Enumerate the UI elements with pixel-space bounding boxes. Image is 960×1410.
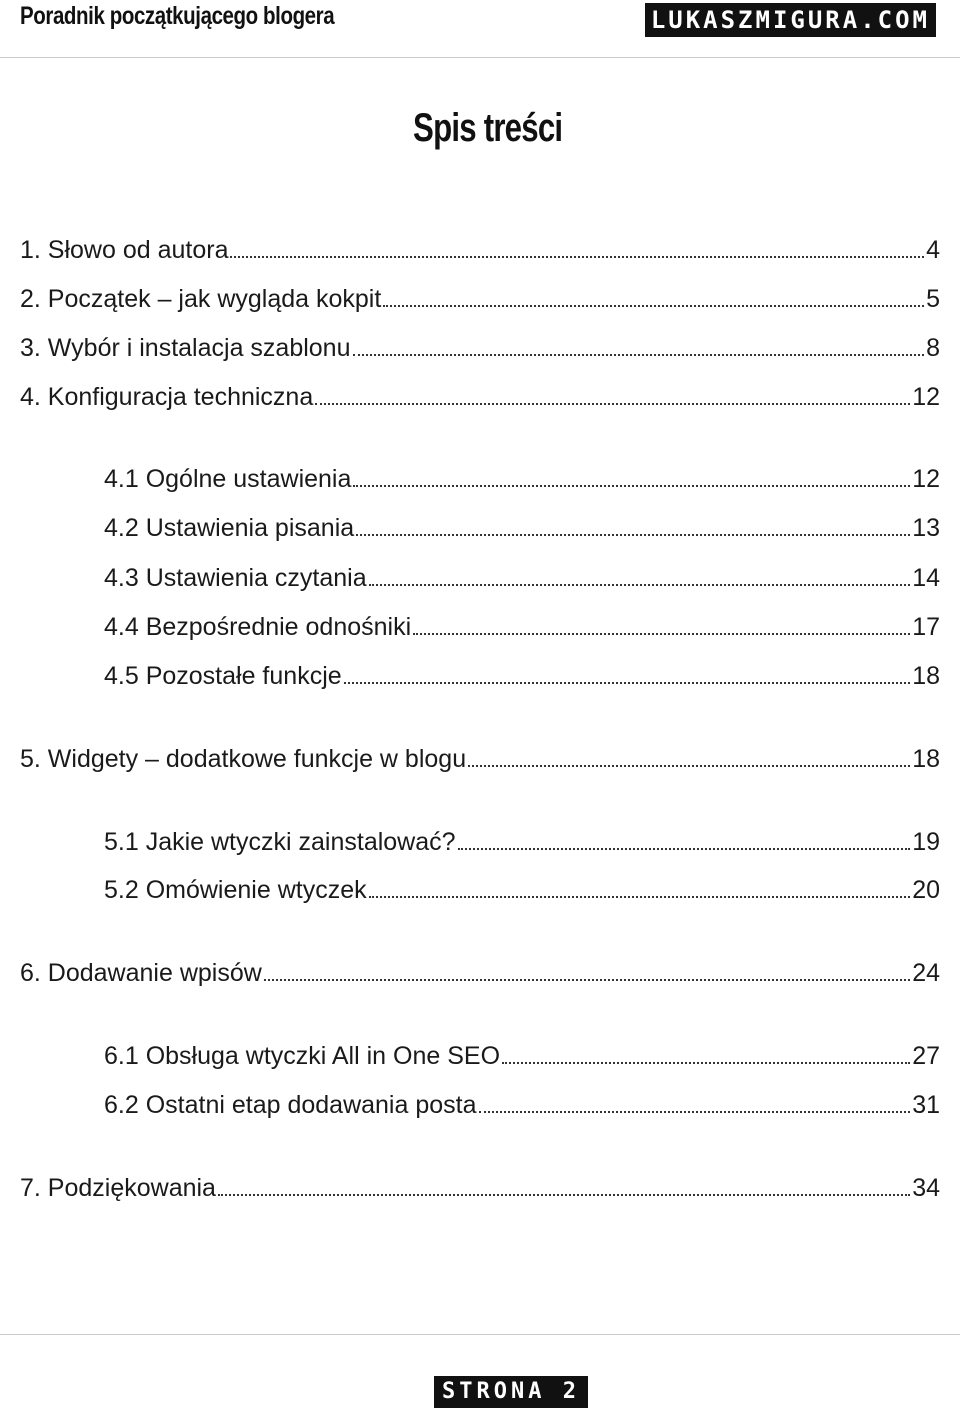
toc-item-page: 5 xyxy=(926,285,940,313)
toc-leader-dots xyxy=(344,681,911,684)
toc-item-page: 19 xyxy=(912,828,940,856)
toc-leader-dots xyxy=(353,484,910,487)
toc-subitem[interactable] xyxy=(104,463,940,495)
toc-item-page: 18 xyxy=(912,662,940,690)
toc-item-label: 1. Słowo od autora xyxy=(20,236,229,264)
toc-leader-dots xyxy=(383,304,924,307)
toc-leader-dots xyxy=(468,764,910,767)
document-title: Poradnik początkującego blogera xyxy=(20,2,335,30)
toc-item[interactable] xyxy=(20,1172,940,1204)
toc-item-label: 6.1 Obsługa wtyczki All in One SEO xyxy=(104,1042,501,1070)
toc-item-label: 5.1 Jakie wtyczki zainstalować? xyxy=(104,828,456,856)
toc-item-label: 5. Widgety – dodatkowe funkcje w blogu xyxy=(20,745,467,773)
toc-item-page: 20 xyxy=(912,876,940,904)
toc-leader-dots xyxy=(218,1193,910,1196)
toc-subitem[interactable] xyxy=(104,1089,940,1121)
toc-item-page: 12 xyxy=(912,383,940,411)
toc-leader-dots xyxy=(458,847,911,850)
toc-item-label: 4.2 Ustawienia pisania xyxy=(104,514,355,542)
toc-leader-dots xyxy=(264,978,910,981)
toc-item-label: 4.4 Bezpośrednie odnośniki xyxy=(104,613,412,641)
toc-item[interactable] xyxy=(20,743,940,775)
toc-subitem[interactable] xyxy=(104,611,940,643)
toc-item-page: 4 xyxy=(926,236,940,264)
toc-item-label: 4. Konfiguracja techniczna xyxy=(20,383,314,411)
toc-leader-dots xyxy=(479,1110,911,1113)
brand-logo[interactable]: LUKASZMIGURA.COM xyxy=(645,3,936,37)
toc-item-label: 4.5 Pozostałe funkcje xyxy=(104,662,342,690)
toc-leader-dots xyxy=(369,583,911,586)
toc-item-label: 4.1 Ogólne ustawienia xyxy=(104,465,352,493)
toc-item[interactable] xyxy=(20,957,940,989)
toc-item-page: 13 xyxy=(912,514,940,542)
toc-subitem[interactable] xyxy=(104,874,940,906)
toc-item-page: 27 xyxy=(912,1042,940,1070)
toc-item-label: 2. Początek – jak wygląda kokpit xyxy=(20,285,382,313)
toc-item-page: 8 xyxy=(926,334,940,362)
toc-subitem[interactable] xyxy=(104,660,940,692)
toc-item[interactable] xyxy=(20,332,940,364)
toc-leader-dots xyxy=(230,255,924,258)
page-number-badge: STRONA 2 xyxy=(434,1376,588,1408)
toc-leader-dots xyxy=(502,1061,910,1064)
toc-leader-dots xyxy=(353,353,925,356)
page-title xyxy=(0,106,960,151)
toc-item-page: 17 xyxy=(912,613,940,641)
toc-item-label: 4.3 Ustawienia czytania xyxy=(104,564,367,592)
toc-item-label: 6. Dodawanie wpisów xyxy=(20,959,262,987)
toc-leader-dots xyxy=(413,632,910,635)
toc-item-label: 5.2 Omówienie wtyczek xyxy=(104,876,367,904)
toc-item-page: 12 xyxy=(912,465,940,493)
toc-item-page: 31 xyxy=(912,1091,940,1119)
toc-leader-dots xyxy=(315,402,910,405)
toc-leader-dots xyxy=(369,895,911,898)
toc-item-page: 18 xyxy=(912,745,940,773)
toc-item-page: 34 xyxy=(912,1174,940,1202)
toc-item-page: 24 xyxy=(912,959,940,987)
toc-item-label: 7. Podziękowania xyxy=(20,1174,216,1202)
toc-item-label: 3. Wybór i instalacja szablonu xyxy=(20,334,351,362)
toc-subitem[interactable] xyxy=(104,1040,940,1072)
toc-item[interactable] xyxy=(20,283,940,315)
toc-item-label: 6.2 Ostatni etap dodawania posta xyxy=(104,1091,477,1119)
page-title-text: Spis treści xyxy=(413,106,563,150)
header-divider xyxy=(0,57,960,58)
toc-item-page: 14 xyxy=(912,564,940,592)
toc-subitem[interactable] xyxy=(104,512,940,544)
toc-leader-dots xyxy=(356,533,910,536)
toc-subitem[interactable] xyxy=(104,562,940,594)
footer-divider xyxy=(0,1334,960,1335)
toc-item[interactable] xyxy=(20,234,940,266)
toc-subitem[interactable] xyxy=(104,826,940,858)
toc-item[interactable] xyxy=(20,381,940,413)
